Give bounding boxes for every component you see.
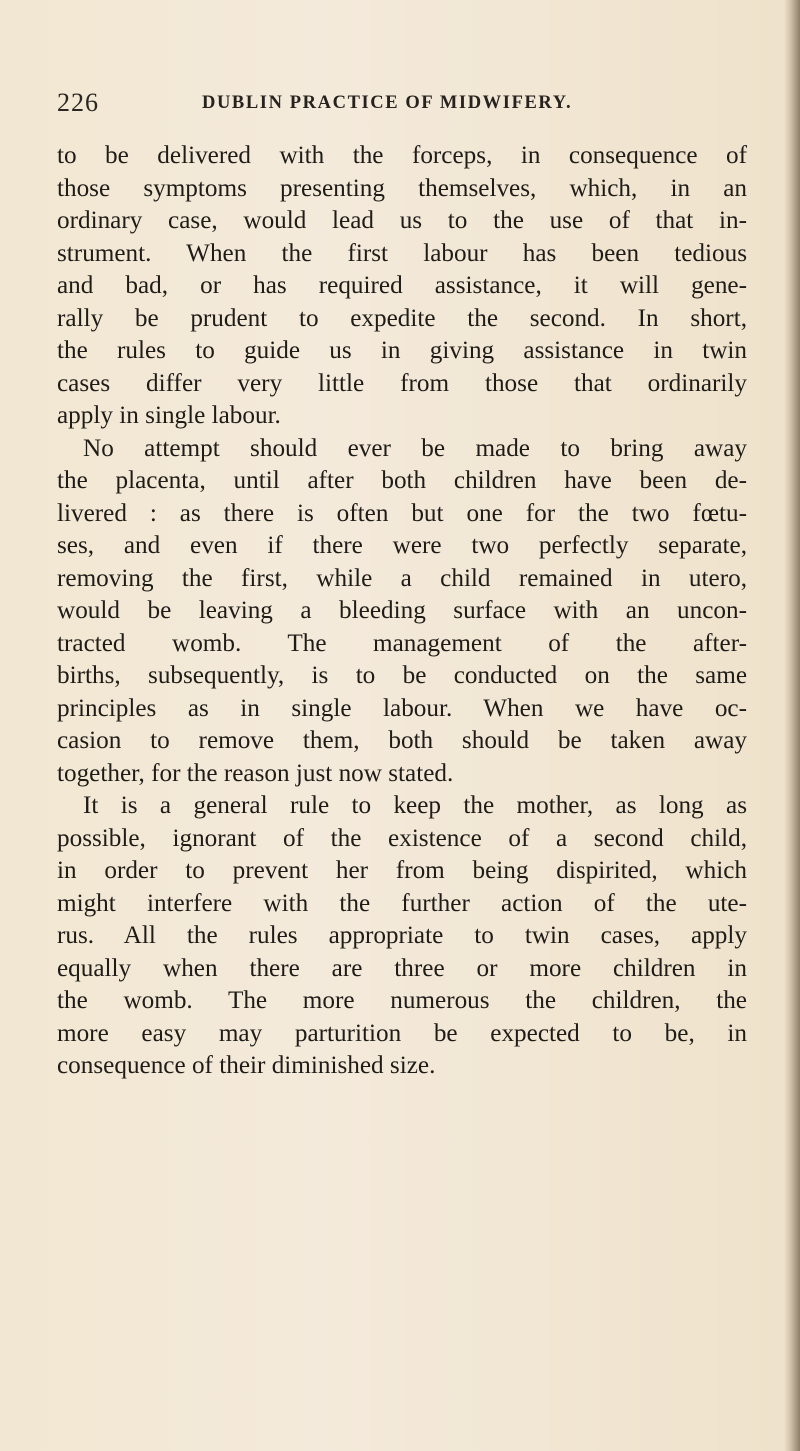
text-line: consequence of their diminished size. (57, 1052, 436, 1079)
text-line: in order to prevent her from being dispirited, which (57, 857, 747, 884)
text-line: possible, ignorant of the existence of a second child, (57, 824, 747, 852)
text-line: ses, and even if there were two perfectly separate, (57, 532, 747, 559)
text-line: ordinary case, would lead us to the use of that in- (57, 207, 747, 234)
text-line: to be delivered with the forceps, in consequence of (57, 142, 747, 169)
text-line: and bad, or has required assistance, it will gene- (57, 272, 747, 299)
text-line: the rules to guide us in giving assistance in twin (57, 337, 747, 364)
paragraph-3 (57, 790, 747, 1083)
text-line: equally when there are three or more children in (57, 954, 747, 982)
running-title: DUBLIN PRACTICE OF MIDWIFERY. (202, 93, 573, 113)
paragraph-1 (57, 140, 747, 433)
page-header (57, 88, 747, 122)
text-line: those symptoms presenting themselves, which, in an (57, 174, 747, 202)
text-line: the placenta, until after both children have been de- (57, 467, 747, 494)
text-line: casion to remove them, both should be taken away (57, 727, 747, 754)
body-text (57, 140, 747, 1083)
text-line: would be leaving a bleeding surface with an uncon- (57, 597, 747, 624)
text-line: more easy may parturition be expected to be, in (57, 1019, 747, 1047)
text-line: the womb. The more numerous the children, the (57, 987, 747, 1014)
text-line: No attempt should ever be made to bring away (83, 434, 747, 462)
text-line: rally be prudent to expedite the second. In short, (57, 304, 747, 332)
text-line: together, for the reason just now stated. (57, 759, 454, 787)
text-line: rus. All the rules appropriate to twin cases, apply (57, 922, 747, 949)
text-line: cases differ very little from those that ordinarily (57, 369, 747, 397)
text-line: tracted womb. The management of the after- (57, 629, 747, 657)
text-line: births, subsequently, is to be conducted on the same (57, 662, 747, 689)
page-edge-shadow (784, 0, 800, 1451)
paragraph-2 (57, 433, 747, 791)
text-line: livered : as there is often but one for the two fœtu- (57, 499, 747, 527)
page-number: 226 (57, 88, 99, 117)
text-line: principles as in single labour. When we have oc- (57, 694, 747, 722)
text-line: might interfere with the further action of the ute- (57, 889, 747, 917)
text-line: It is a general rule to keep the mother, as long as (83, 792, 747, 819)
text-line: strument. When the first labour has been tedious (57, 239, 747, 267)
text-line: apply in single labour. (57, 402, 281, 429)
text-line: removing the first, while a child remained in utero, (57, 564, 747, 592)
